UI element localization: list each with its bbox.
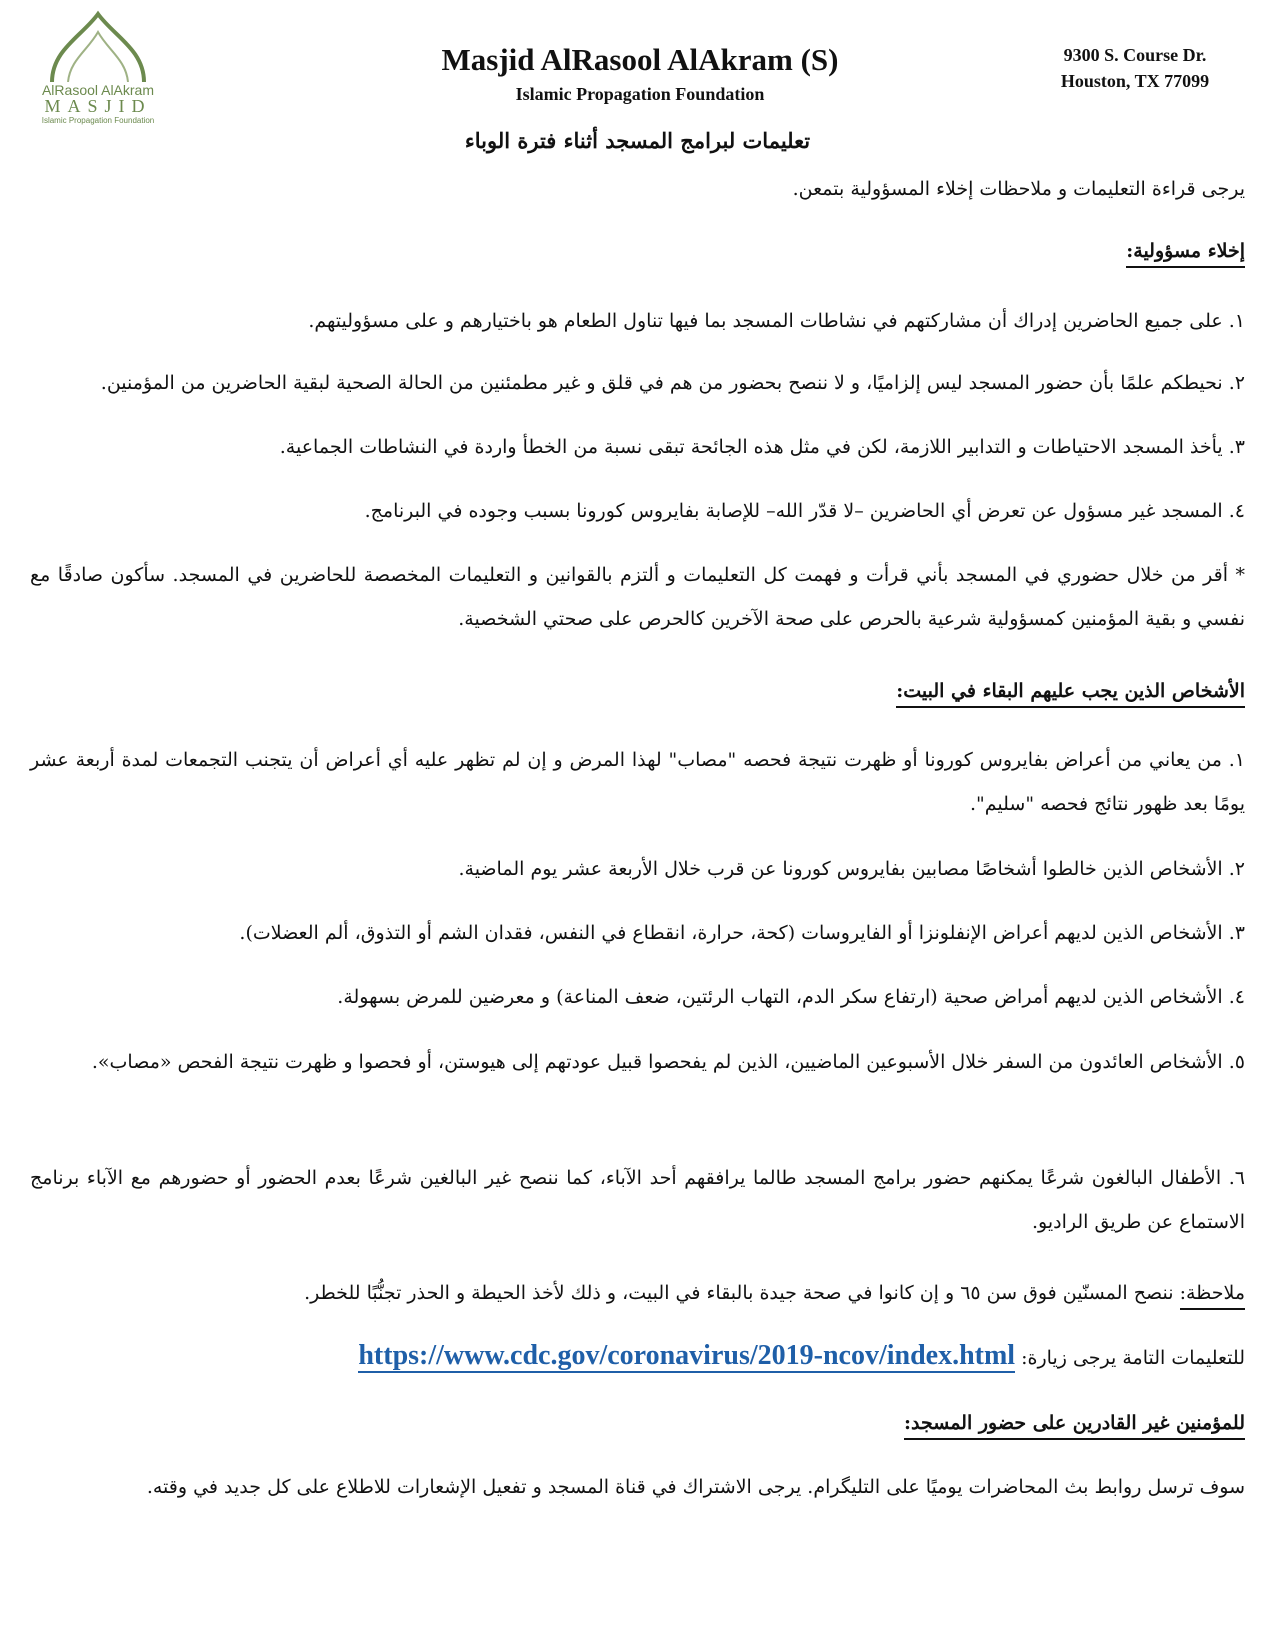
page-subtitle: Islamic Propagation Foundation (515, 84, 765, 104)
disclaimer-heading (30, 240, 1245, 262)
document-title: تعليمات لبرامج المسجد أثناء فترة الوباء (464, 128, 811, 153)
stay-home-heading (30, 680, 1245, 702)
full-instructions-label: للتعليمات التامة يرجى زيارة: (1015, 1347, 1245, 1369)
address (1030, 42, 1240, 94)
full-instructions (30, 1340, 1245, 1372)
pledge-text: * أقر من خلال حضوري في المسجد بأني قرأت و فهمت كل التعليمات و ألتزم بالقوانين و التعليمات المخصصة للحاضرين في المسجد. سأكون صادقًا مع نفسي و بقية المؤمنين كمسؤولية شرعية بالحرص على صحة الآخرين كالحرص على صحتي الشخصية. (30, 564, 1245, 630)
page-title: Masjid AlRasool AlAkram (S) (441, 42, 839, 77)
remote-heading-text: للمؤمنين غير القادرين على حضور المسجد: (904, 1412, 1245, 1440)
stay-home-item: ٣. الأشخاص الذين لديهم أعراض الإنفلونزا أو الفايروسات (كحة، حرارة، انقطاع في النفس، فقدان الشم أو التذوق، ألم العضلات). (239, 922, 1245, 944)
address-line-1: 9300 S. Course Dr. (1063, 45, 1207, 65)
stay-home-item: ١. من يعاني من أعراض بفايروس كورونا أو ظهرت نتيجة فحصه "مصاب" لهذا المرض و إن لم تظهر عليه أي أعراض أن يتجنب التجمعات لمدة أربعة عشر يومًا بعد ظهور نتائج فحصه "سليم". (30, 749, 1245, 815)
note-text: ننصح المسنّين فوق سن ٦٥ و إن كانوا في صحة جيدة بالبقاء في البيت، و ذلك لأخذ الحيطة و الحذر تجنُّبًا للخطر. (304, 1282, 1180, 1304)
stay-home-heading-text: الأشخاص الذين يجب عليهم البقاء في البيت: (896, 680, 1245, 708)
stay-home-item: ٢. الأشخاص الذين خالطوا أشخاصًا مصابين بفايروس كورونا عن قرب خلال الأربعة عشر يوم الماضية. (458, 858, 1245, 880)
dome-icon (42, 10, 154, 82)
address-line-2: Houston, TX 77099 (1060, 71, 1210, 91)
disclaimer-item: ١. على جميع الحاضرين إدراك أن مشاركتهم في نشاطات المسجد بما فيها تناول الطعام هو باختيارهم و على مسؤوليتهم. (308, 310, 1245, 332)
intro-text: يرجى قراءة التعليمات و ملاحظات إخلاء المسؤولية بتمعن. (792, 178, 1245, 200)
note (30, 1282, 1245, 1304)
disclaimer-item: ٤. المسجد غير مسؤول عن تعرض أي الحاضرين –لا قدّر الله– للإصابة بفايروس كورونا بسبب وجوده في البرنامج. (364, 500, 1245, 522)
logo-text-masjid: MASJID (44, 96, 152, 116)
disclaimer-heading-text: إخلاء مسؤولية: (1126, 240, 1245, 268)
note-label: ملاحظة: (1180, 1282, 1245, 1310)
cdc-link[interactable]: https://www.cdc.gov/coronavirus/2019-ncov/index.html (358, 1340, 1016, 1371)
masjid-logo (28, 10, 168, 125)
logo-text-name: AlRasool AlAkram (41, 82, 155, 98)
disclaimer-item: ٣. يأخذ المسجد الاحتياطات و التدابير اللازمة، لكن في مثل هذه الجائحة تبقى نسبة من الخطأ واردة في النشاطات الجماعية. (279, 436, 1245, 458)
remote-heading (30, 1412, 1245, 1434)
stay-home-item: ٦. الأطفال البالغون شرعًا يمكنهم حضور برامج المسجد طالما يرافقهم أحد الآباء، كما ننصح غير البالغين شرعًا بعدم الحضور أو حضورهم مع الآباء برنامج الاستماع عن طريق الراديو. (30, 1167, 1245, 1233)
stay-home-item: ٤. الأشخاص الذين لديهم أمراض صحية (ارتفاع سكر الدم، التهاب الرئتين، ضعف المناعة) و معرضين للمرض بسهولة. (337, 986, 1245, 1008)
stay-home-item: ٥. الأشخاص العائدون من السفر خلال الأسبوعين الماضيين، الذين لم يفحصوا قبيل عودتهم إلى هيوستن، أو فحصوا و ظهرت نتيجة الفحص «مصاب». (91, 1051, 1245, 1073)
remote-text: سوف ترسل روابط بث المحاضرات يوميًا على التليگرام. يرجى الاشتراك في قناة المسجد و تفعيل الإشعارات للاطلاع على كل جديد في وقته. (146, 1476, 1245, 1498)
logo-text-foundation: Islamic Propagation Foundation (41, 116, 155, 125)
disclaimer-item: ٢. نحيطكم علمًا بأن حضور المسجد ليس إلزاميًا، و لا ننصح بحضور من هم في قلق و غير مطمئنين من الحالة الصحية لبقية الحاضرين من المؤمنين. (100, 372, 1245, 394)
